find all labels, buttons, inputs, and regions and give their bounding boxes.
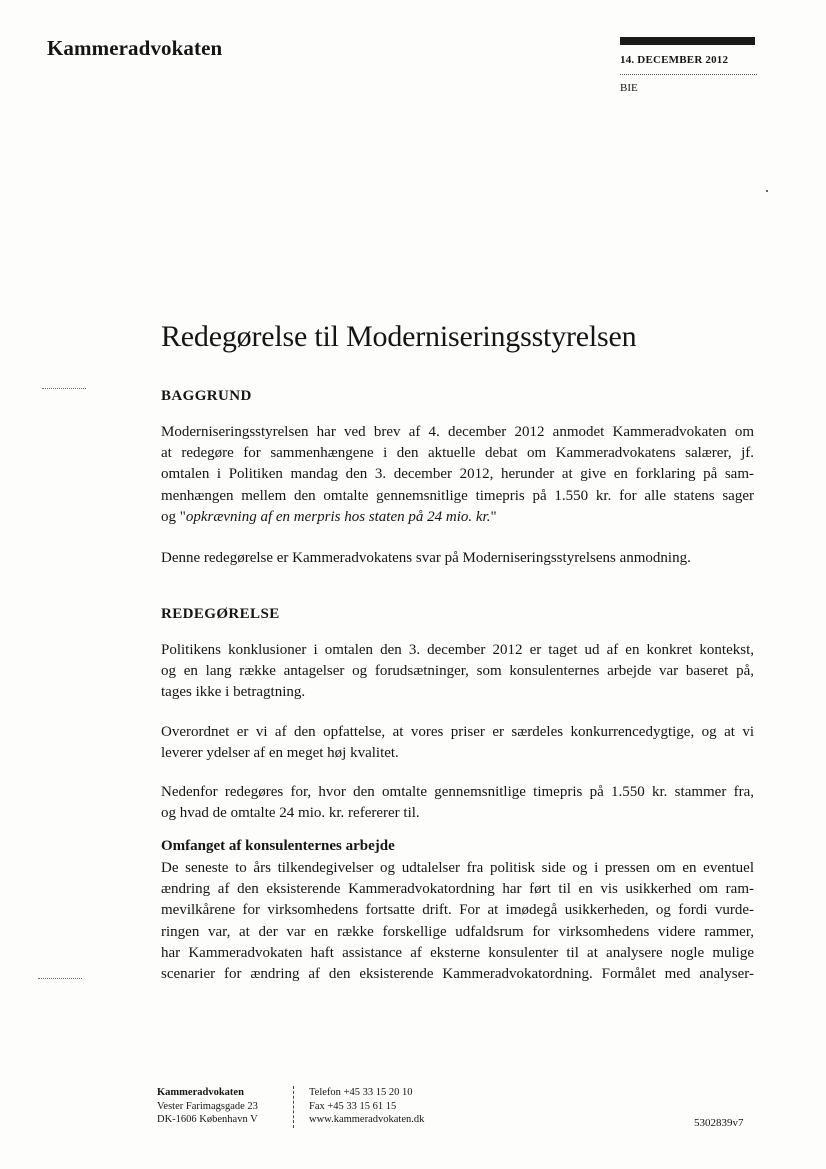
fold-mark-top [42, 388, 86, 389]
paragraph-line: ringen var, at der var en række forskellige udfaldsrum for virksomhedens videre rammer, [161, 923, 754, 940]
paragraph-line: ændring af den eksisterende Kammeradvokatordning har ført til en vis usikkerhed om ram- [161, 881, 754, 898]
paragraph-line: scenarier for ændring af den eksisterende Kammeradvokatordning. Formålet med analyser- [161, 966, 754, 983]
footer-divider [293, 1086, 294, 1128]
paragraph-line: Moderniseringsstyrelsen har ved brev af 4. december 2012 anmodet Kammeradvokaten om [161, 424, 754, 440]
paragraph-line: De seneste to års tilkendegivelser og udtalelser fra politisk side og i pressen om en eventuel [161, 860, 754, 876]
paragraph-line: leverer ydelser af en meget høj kvalitet. [161, 745, 399, 762]
paragraph-redegoerelse-1 [161, 640, 754, 704]
section-heading-baggrund: BAGGRUND [161, 388, 252, 404]
paragraph-redegoerelse-2 [161, 722, 754, 764]
footer-address [157, 1086, 258, 1127]
paragraph-line: omtalen i Politiken mandag den 3. december 2012, herunder at give en forklaring på sam- [161, 466, 754, 483]
paragraph-line: Nedenfor redegøres for, hvor den omtalte gennemsnitlige timepris på 1.550 kr. stammer fra, [161, 784, 754, 800]
paragraph-line [161, 507, 754, 528]
paragraph-line: har Kammeradvokaten haft assistance af eksterne konsulenter til at analysere nogle mulige [161, 944, 754, 961]
paragraph-line: mevilkårene for virksomhedens fortsatte drift. For at imødegå usikkerheden, og fordi vurde- [161, 902, 754, 919]
fold-mark-bottom [38, 978, 82, 979]
quote-open: og " [161, 508, 186, 525]
paragraph-baggrund-1 [161, 422, 754, 528]
document-date: 14. DECEMBER 2012 [620, 54, 729, 66]
scan-speck [766, 190, 768, 192]
paragraph-baggrund-2: Denne redegørelse er Kammeradvokatens svar på Moderniseringsstyrelsens anmodning. [161, 550, 691, 566]
paragraph-line: og hvad de omtalte 24 mio. kr. refererer til. [161, 805, 420, 822]
footer-street: Vester Farimagsgade 23 [157, 1100, 258, 1112]
footer-organization: Kammeradvokaten [157, 1087, 244, 1098]
letterhead-organization: Kammeradvokaten [47, 36, 223, 60]
quoted-phrase: opkrævning af en merpris hos staten på 24 mio. kr. [185, 508, 491, 525]
paragraph-line: Politikens konklusioner i omtalen den 3. december 2012 er taget ud af en konkret kontekst, [161, 642, 754, 658]
footer-contact [309, 1086, 424, 1127]
paragraph-redegoerelse-3 [161, 782, 754, 824]
author-initials: BIE [620, 82, 638, 94]
footer-city: DK-1606 København V [157, 1114, 258, 1125]
letterhead-bar [620, 37, 755, 45]
footer-phone: Telefon +45 33 15 20 10 [309, 1087, 413, 1098]
section-heading-redegoerelse: REDEGØRELSE [161, 606, 280, 622]
header-divider [620, 74, 757, 75]
document-id: 5302839v7 [694, 1117, 744, 1129]
quote-close: " [490, 508, 497, 525]
footer-fax: Fax +45 33 15 61 15 [309, 1100, 397, 1112]
paragraph-line: Overordnet er vi af den opfattelse, at vores priser er særdeles konkurrencedygtige, og at vi [161, 724, 754, 740]
paragraph-line: at redegøre for sammenhængene i den aktuelle debat om Kammeradvokatens salærer, jf. [161, 445, 754, 462]
subheading-omfanget: Omfanget af konsulenternes arbejde [161, 838, 395, 854]
paragraph-omfanget-1 [161, 858, 754, 985]
paragraph-line: og en lang række antagelser og forudsætninger, som konsulenternes arbejde var baseret på, [161, 663, 754, 680]
paragraph-line: menhængen mellem den omtalte gennemsnitlige timepris på 1.550 kr. for alle statens sager [161, 487, 754, 504]
paragraph-line: tages ikke i betragtning. [161, 684, 306, 701]
document-title: Redegørelse til Moderniseringsstyrelsen [161, 320, 637, 353]
footer-website-link[interactable]: www.kammeradvokaten.dk [309, 1114, 425, 1125]
